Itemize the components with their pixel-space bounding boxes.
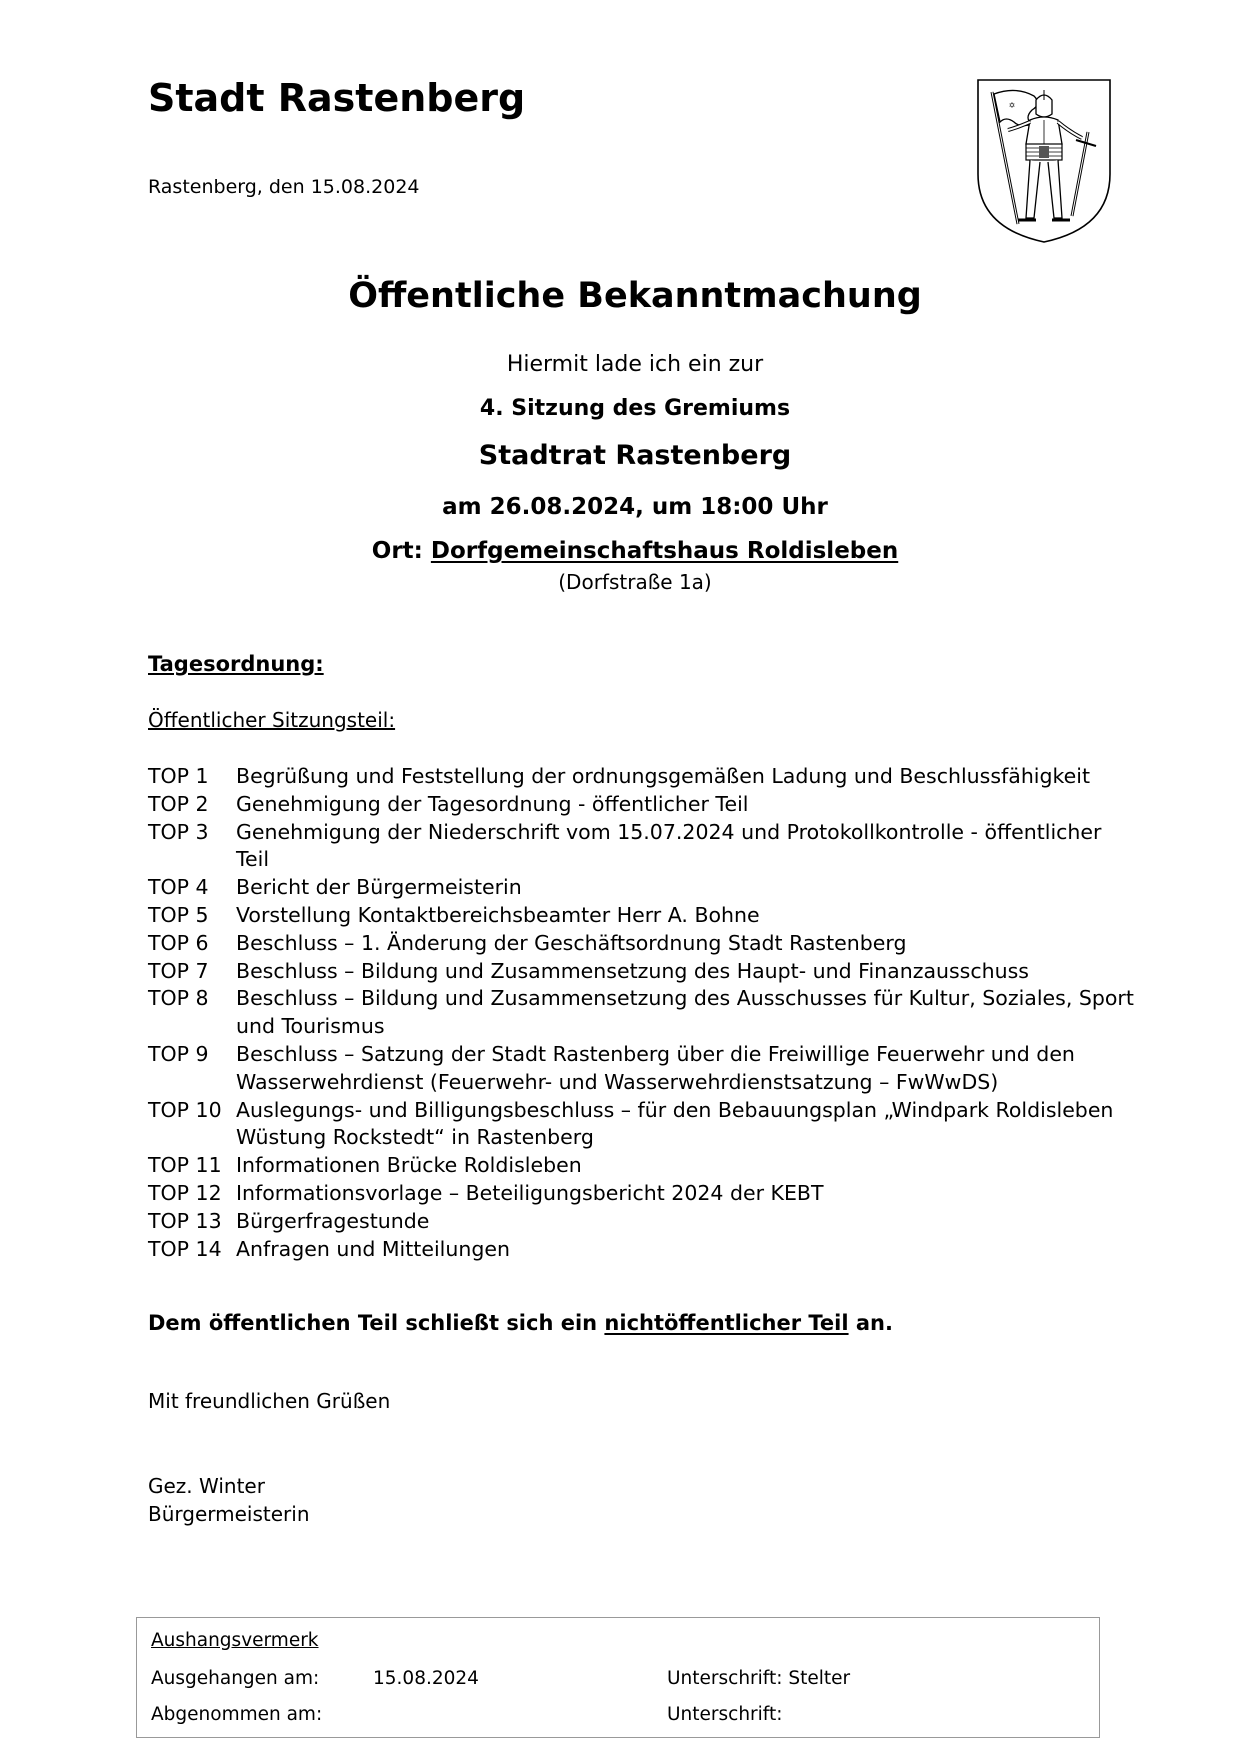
agenda-item-text: Auslegungs- und Billigungsbeschluss – für den Bebauungsplan „Windpark Roldisleben Wüstung Rockstedt“ in Rastenberg	[236, 1097, 1114, 1150]
invitation-text: Hiermit lade ich ein zur	[506, 352, 764, 377]
signature-block	[148, 1472, 310, 1528]
council-name: Stadtrat Rastenberg	[478, 440, 792, 471]
posting-note-heading: Aushangsvermerk	[151, 1630, 319, 1651]
agenda-item-text: Genehmigung der Tagesordnung - öffentlicher Teil	[236, 791, 749, 816]
agenda-item	[148, 902, 1138, 930]
agenda-item-text: Vorstellung Kontaktbereichsbeamter Herr A. Bohne	[236, 902, 760, 927]
agenda-item	[148, 1097, 1138, 1153]
place-name: Dorfgemeinschaftshaus Roldisleben	[430, 538, 899, 564]
agenda-item	[148, 985, 1138, 1041]
removed-signature: Unterschrift:	[667, 1704, 783, 1725]
agenda-item-number: TOP 13	[148, 1208, 222, 1233]
meeting-address: (Dorfstraße 1a)	[558, 570, 712, 594]
coat-of-arms-knight-icon	[976, 78, 1112, 244]
signer-role: Bürgermeisterin	[148, 1502, 310, 1526]
agenda-item	[148, 874, 1138, 902]
agenda-item-number: TOP 4	[148, 875, 209, 900]
posting-note-box	[136, 1617, 1100, 1738]
agenda-item	[148, 763, 1138, 791]
agenda-item-number: TOP 3	[148, 819, 209, 844]
agenda-item-number: TOP 12	[148, 1180, 222, 1205]
agenda-item	[148, 1180, 1138, 1208]
agenda-item	[148, 930, 1138, 958]
agenda-item	[148, 1208, 1138, 1236]
agenda-list	[148, 763, 1138, 1263]
city-title: Stadt Rastenberg	[148, 76, 526, 120]
posted-date: 15.08.2024	[373, 1668, 479, 1689]
removed-label: Abgenommen am:	[151, 1704, 323, 1725]
agenda-item-text: Informationen Brücke Roldisleben	[236, 1153, 582, 1178]
agenda-item-text: Informationsvorlage – Beteiligungsbericht 2024 der KEBT	[236, 1180, 824, 1205]
agenda-item-text: Anfragen und Mitteilungen	[236, 1236, 510, 1261]
session-number: 4. Sitzung des Gremiums	[479, 396, 791, 421]
posted-signature: Unterschrift: Stelter	[667, 1668, 851, 1689]
agenda-item-text: Beschluss – 1. Änderung der Geschäftsordnung Stadt Rastenberg	[236, 930, 907, 955]
agenda-item-number: TOP 10	[148, 1097, 222, 1122]
closing-suffix: an.	[848, 1311, 893, 1335]
greeting: Mit freundlichen Grüßen	[148, 1389, 391, 1413]
announcement-title: Öffentliche Bekanntmachung	[348, 276, 922, 316]
agenda-item-number: TOP 8	[148, 986, 209, 1011]
agenda-item-number: TOP 1	[148, 764, 209, 788]
posted-label: Ausgehangen am:	[151, 1668, 320, 1689]
agenda-item-text: Beschluss – Bildung und Zusammensetzung des Haupt- und Finanzausschuss	[236, 958, 1029, 983]
agenda-item	[148, 819, 1138, 875]
agenda-item	[148, 1152, 1138, 1180]
agenda-item-number: TOP 5	[148, 902, 209, 927]
agenda-item-number: TOP 11	[148, 1153, 222, 1178]
agenda-item-text: Beschluss – Bildung und Zusammensetzung des Ausschusses für Kultur, Soziales, Sport und Tourismus	[236, 986, 1134, 1039]
svg-text:✡: ✡	[1008, 101, 1016, 110]
date-line: Rastenberg, den 15.08.2024	[148, 176, 420, 198]
agenda-item-text: Beschluss – Satzung der Stadt Rastenberg über die Freiwillige Feuerwehr und den Wasserwehrdienst (Feuerwehr- und Wasserwehrdienstsatzung – FwWwDS)	[236, 1041, 1075, 1094]
meeting-place	[0, 538, 1240, 564]
agenda-item-number: TOP 9	[148, 1041, 209, 1066]
agenda-item-text: Bürgerfragestunde	[236, 1208, 430, 1233]
agenda-item-number: TOP 14	[148, 1236, 222, 1261]
agenda-heading: Tagesordnung:	[148, 652, 324, 676]
signer-name: Gez. Winter	[148, 1474, 265, 1498]
agenda-item-number: TOP 7	[148, 958, 209, 983]
agenda-item	[148, 791, 1138, 819]
agenda-item	[148, 1041, 1138, 1097]
agenda-item-text: Bericht der Bürgermeisterin	[236, 875, 522, 900]
closing-nonpublic-part: nichtöffentlicher Teil	[604, 1311, 849, 1335]
agenda-item-number: TOP 2	[148, 791, 209, 816]
agenda-item-text: Begrüßung und Feststellung der ordnungsgemäßen Ladung und Beschlussfähigkeit	[236, 764, 1091, 788]
agenda-item	[148, 958, 1138, 986]
closing-prefix: Dem öffentlichen Teil schließt sich ein	[148, 1311, 605, 1335]
place-label: Ort:	[371, 538, 423, 564]
meeting-datetime: am 26.08.2024, um 18:00 Uhr	[442, 494, 828, 520]
agenda-item-text: Genehmigung der Niederschrift vom 15.07.2024 und Protokollkontrolle - öffentlicher Teil	[236, 819, 1102, 872]
agenda-item-number: TOP 6	[148, 930, 209, 955]
agenda-item	[148, 1236, 1138, 1264]
closing-statement	[148, 1311, 893, 1335]
public-section-heading: Öffentlicher Sitzungsteil:	[148, 708, 396, 732]
